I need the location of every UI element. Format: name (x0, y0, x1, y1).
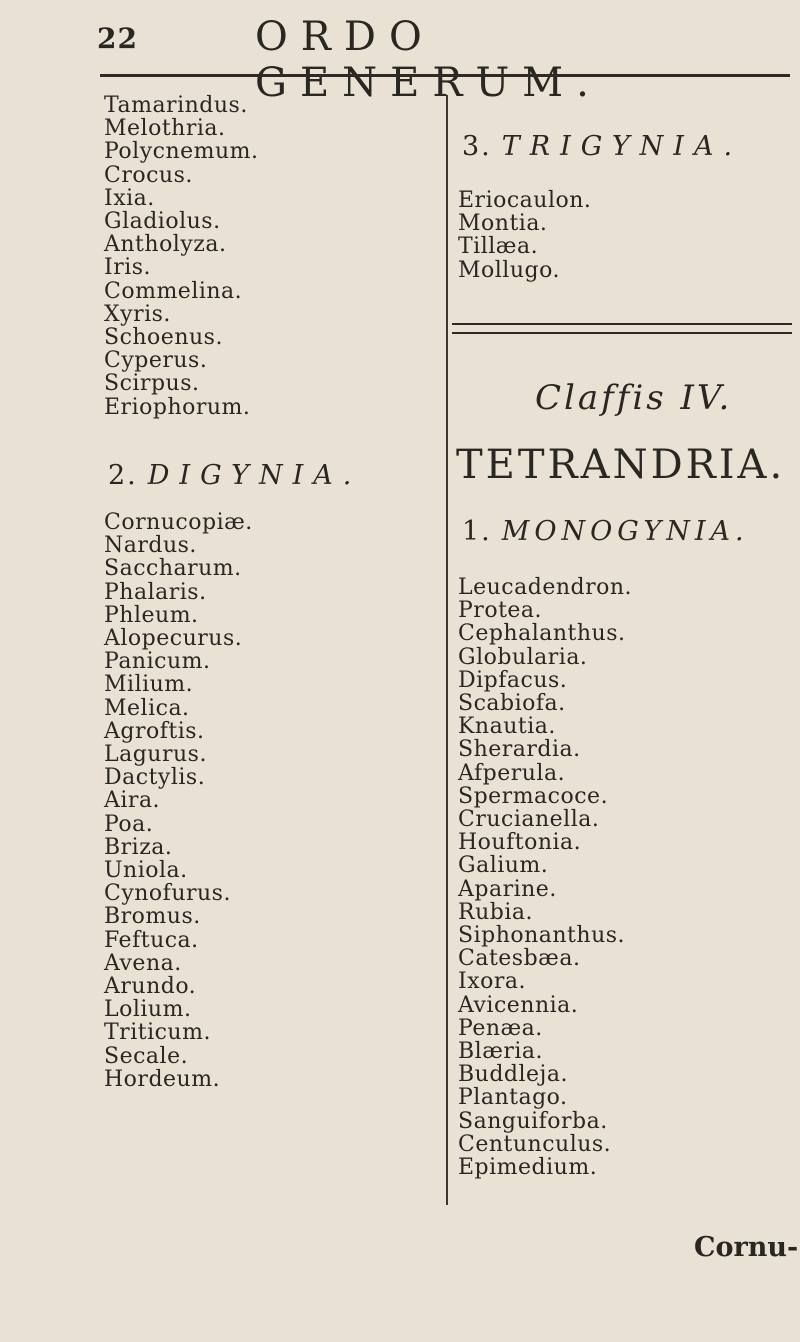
genus-name: Panicum. (104, 649, 211, 675)
genus-list (458, 189, 591, 282)
genus-name: Tamarindus. (104, 93, 248, 118)
genus-name: Briza. (104, 834, 173, 860)
genus-name: Knautia. (458, 714, 556, 740)
section-number: 3. (462, 131, 492, 162)
genus-name: Catesbæa. (458, 946, 581, 972)
genus-name: Iris. (104, 255, 152, 281)
genus-name: Dactylis. (104, 765, 206, 791)
left-column-digynia (104, 511, 253, 1091)
genus-name: Secale. (104, 1043, 189, 1069)
genus-name: Mollugo. (458, 257, 560, 283)
genus-name: Poa. (104, 811, 154, 837)
genus-name: Cynofurus. (104, 881, 231, 907)
section-number: 2. (108, 460, 138, 491)
genus-list (104, 94, 259, 419)
genus-name: Alopecurus. (104, 626, 243, 652)
genus-name: Crocus. (104, 162, 193, 188)
genus-name: Globularia. (458, 644, 588, 670)
genus-list (458, 576, 632, 1179)
genus-name: Crucianella. (458, 807, 600, 833)
genus-name: Milium. (104, 672, 194, 698)
genus-name: Uniola. (104, 858, 188, 884)
genus-name: Triticum. (104, 1020, 211, 1046)
genus-name: Protea. (458, 598, 543, 624)
class-divider-rule (452, 323, 792, 334)
genus-name: Afperula. (458, 760, 566, 786)
genus-list (104, 511, 253, 1091)
genus-name: Antholyza. (104, 232, 227, 258)
genus-name: Aparine. (458, 876, 557, 902)
genus-name: Hordeum. (104, 1066, 221, 1092)
genus-name: Scabiofa. (458, 691, 566, 717)
genus-name: Schoenus. (104, 325, 223, 351)
genus-name: Houftonia. (458, 830, 582, 856)
section-title: MONOGYNIA. (501, 516, 749, 547)
genus-name: Ixia. (104, 185, 155, 211)
section-title: TRIGYNIA. (501, 131, 743, 162)
class-label: Claffis IV. (535, 378, 733, 418)
genus-name: Nardus. (104, 533, 197, 559)
genus-name: Scirpus. (104, 371, 200, 397)
genus-name: Agroftis. (104, 718, 205, 744)
right-column-monogynia (458, 576, 632, 1179)
genus-name: Saccharum. (104, 556, 242, 582)
genus-name: Eriocaulon. (458, 188, 592, 213)
genus-name: Cornucopiæ. (104, 510, 253, 535)
genus-name: Leucadendron. (458, 575, 633, 600)
section-heading-trigynia (462, 131, 742, 162)
running-head: ORDO GENERUM. (255, 14, 602, 106)
section-heading-monogynia (462, 516, 749, 547)
class-name: TETRANDRIA. (456, 442, 786, 488)
catchword: Cornu- (694, 1232, 799, 1263)
genus-name: Phalaris. (104, 579, 207, 605)
genus-name: Centunculus. (458, 1131, 612, 1157)
section-title: DIGYNIA. (147, 460, 362, 491)
genus-name: Sanguiforba. (458, 1108, 608, 1134)
genus-name: Plantago. (458, 1085, 568, 1111)
section-heading-digynia (108, 460, 361, 491)
genus-name: Avicennia. (458, 992, 579, 1018)
genus-name: Montia. (458, 211, 548, 237)
genus-name: Polycnemum. (104, 139, 259, 165)
genus-name: Cyperus. (104, 348, 208, 374)
genus-name: Penæa. (458, 1015, 543, 1041)
genus-name: Melothria. (104, 116, 226, 142)
genus-name: Dipfacus. (458, 667, 568, 693)
section-number: 1. (462, 516, 492, 547)
genus-name: Lolium. (104, 997, 192, 1023)
genus-name: Tillæa. (458, 234, 539, 260)
genus-name: Siphonanthus. (458, 923, 626, 949)
left-column-group1 (104, 94, 259, 419)
genus-name: Epimedium. (458, 1155, 598, 1181)
page-number: 22 (97, 22, 138, 55)
genus-name: Feftuca. (104, 927, 199, 953)
right-column-trigynia (458, 189, 591, 282)
genus-name: Blæria. (458, 1039, 544, 1065)
genus-name: Commelina. (104, 278, 243, 304)
genus-name: Lagurus. (104, 742, 207, 768)
genus-name: Xyris. (104, 301, 171, 327)
genus-name: Ixora. (458, 969, 526, 995)
column-divider (446, 95, 448, 1205)
genus-name: Melica. (104, 695, 190, 721)
genus-name: Cephalanthus. (458, 621, 626, 647)
genus-name: Avena. (104, 950, 182, 976)
genus-name: Gladiolus. (104, 209, 221, 235)
genus-name: Phleum. (104, 602, 199, 628)
genus-name: Spermacoce. (458, 783, 609, 809)
genus-name: Aira. (104, 788, 161, 814)
genus-name: Buddleja. (458, 1062, 568, 1088)
genus-name: Sherardia. (458, 737, 581, 763)
genus-name: Rubia. (458, 899, 533, 925)
header-rule (100, 74, 790, 77)
genus-name: Arundo. (104, 974, 197, 1000)
genus-name: Bromus. (104, 904, 201, 930)
genus-name: Eriophorum. (104, 394, 251, 420)
genus-name: Galium. (458, 853, 549, 879)
